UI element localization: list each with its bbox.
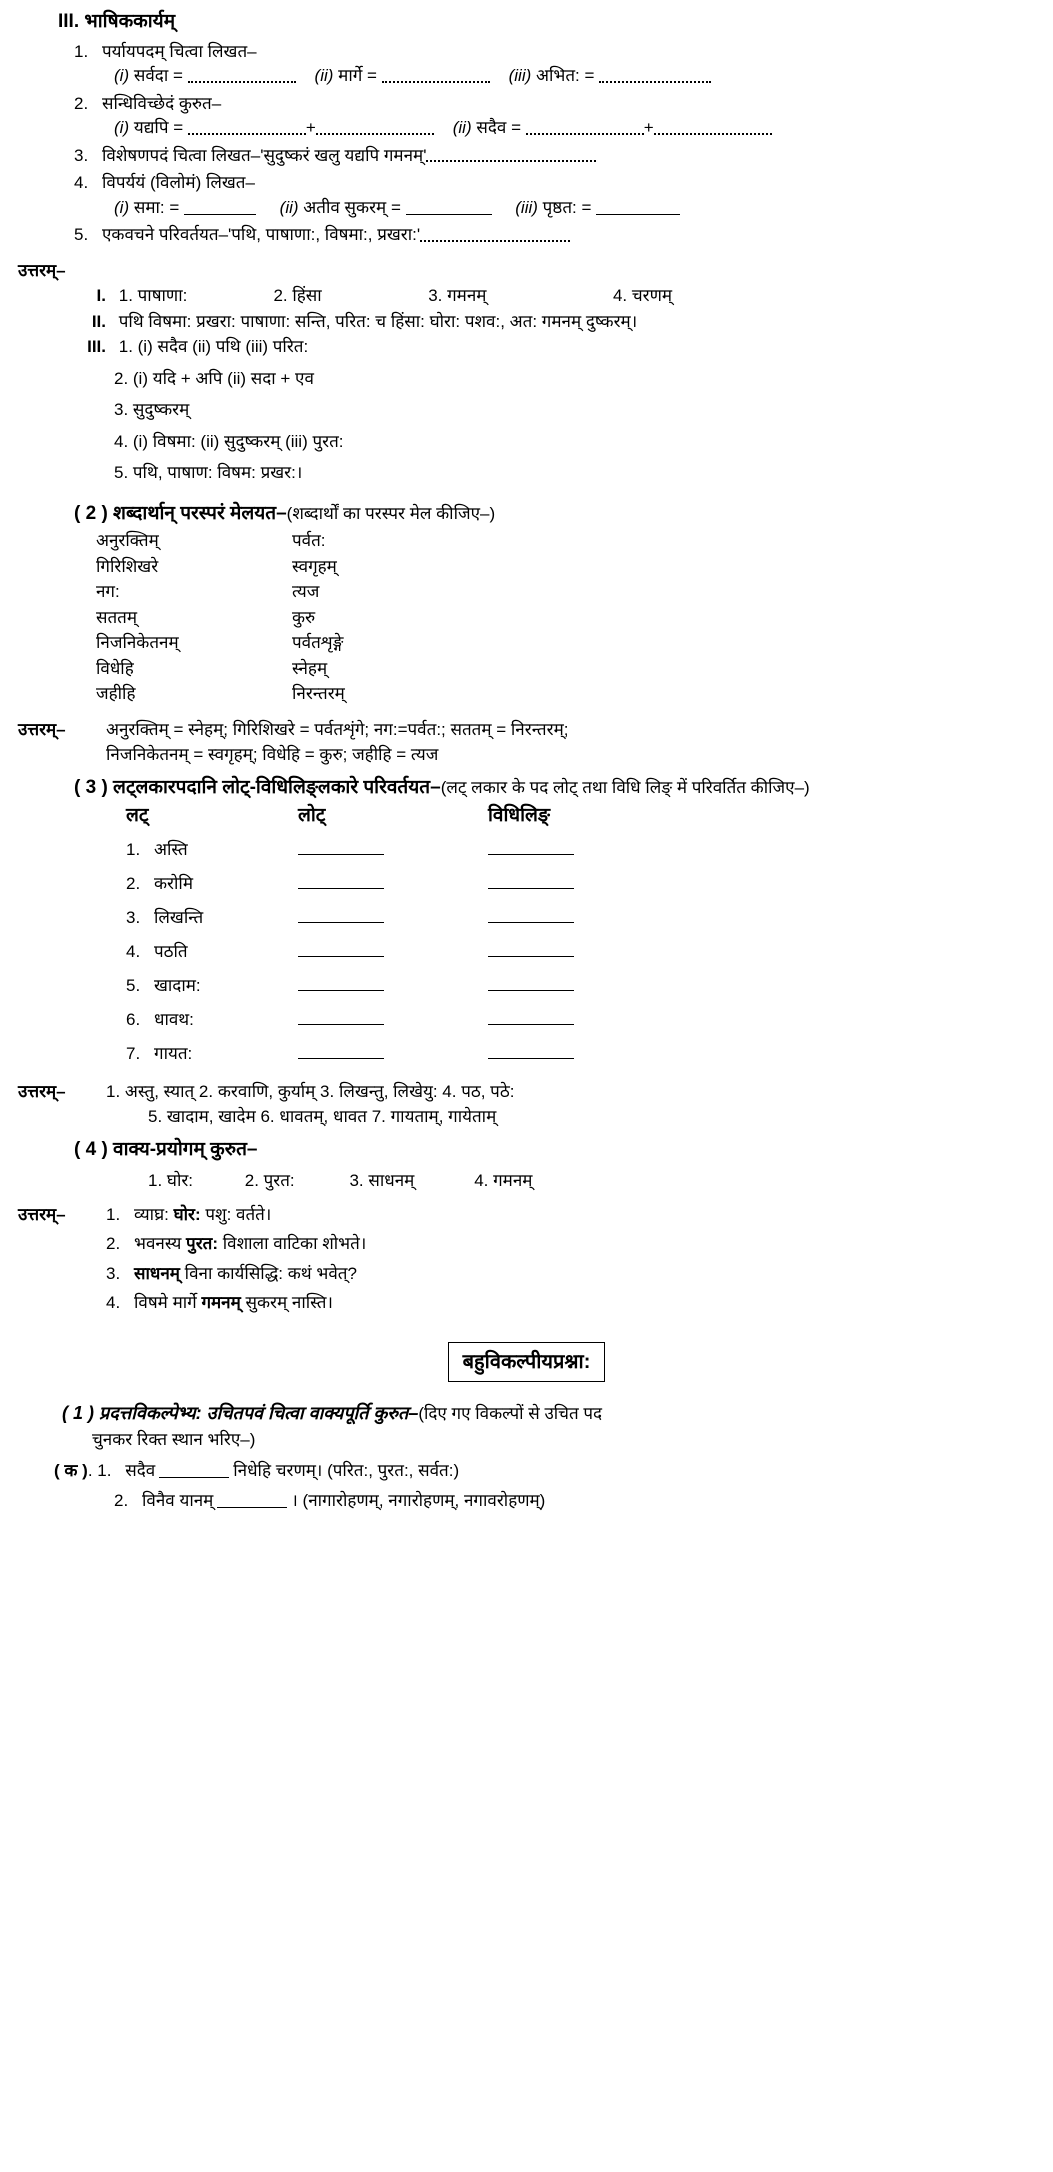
answer-block xyxy=(18,1202,1035,1228)
mcq-q1-hindi-2: चुनकर रिक्त स्थान भरिए–) xyxy=(92,1429,256,1449)
question-item xyxy=(74,170,1035,196)
match-row xyxy=(96,554,1035,580)
part-word: अतीव सुकरम् xyxy=(303,197,387,217)
mcq-section-title xyxy=(18,1342,1035,1382)
row-number: 7. xyxy=(126,1043,141,1063)
table-cell-word xyxy=(126,867,298,901)
q4-word: 3. साधनम् xyxy=(349,1171,415,1191)
mcq-item-post: । xyxy=(291,1490,298,1510)
part-word: पृष्ठत: xyxy=(542,197,577,217)
equals-sign: = xyxy=(173,118,184,138)
item-number: 2. xyxy=(74,93,89,113)
blank-field[interactable] xyxy=(217,1495,287,1508)
row-word: अस्ति xyxy=(154,839,188,859)
equals-sign: = xyxy=(584,66,595,85)
equals-sign: = xyxy=(367,66,377,85)
question-blanks-row xyxy=(114,116,1035,141)
table-cell-word xyxy=(126,1003,298,1037)
match-right: स्वगृहम् xyxy=(292,556,337,576)
q3-title-hindi: (लट् लकार के पद लोट् तथा विधि लिङ् में परिवर्तित कीजिए–) xyxy=(440,777,810,797)
answer-text: सुकरम् नास्ति। xyxy=(240,1293,333,1313)
blank-field[interactable] xyxy=(488,944,574,957)
answer-label: उत्तरम्– xyxy=(18,1081,66,1101)
q2-title-hindi: (शब्दार्थों का परस्पर मेल कीजिए–) xyxy=(286,503,496,523)
answer-text: विना कार्यसिद्धि: कथं भवेत्? xyxy=(179,1263,357,1283)
blank-field[interactable] xyxy=(298,842,384,855)
row-word: गायत: xyxy=(154,1043,193,1063)
q2-title: ( 2 ) शब्दार्थान् परस्परं मेलयत– xyxy=(74,502,287,524)
mcq-part-label: ( क ) xyxy=(54,1461,88,1481)
answer-text: पशु: वर्तते। xyxy=(200,1204,272,1224)
question-2-title xyxy=(74,500,1035,529)
answer-text: 1. अस्तु, स्यात् 2. करवाणि, कुर्याम् 3. लिखन्तु, लिखेयु: 4. पठ, पठे: xyxy=(106,1081,515,1101)
mcq-q1-hindi-line2 xyxy=(92,1427,1035,1453)
part-word: सर्वदा xyxy=(133,66,169,85)
answer-row xyxy=(64,283,1035,309)
plus-sign: + xyxy=(305,118,316,138)
question-item xyxy=(74,39,1035,65)
row-word: पठति xyxy=(154,941,188,961)
match-row xyxy=(96,681,1035,707)
answer-roman-i: I. xyxy=(96,286,106,306)
match-left: गिरिशिखरे xyxy=(96,556,159,576)
item-text: एकवचने परिवर्तयत–'पथि, पाषाणा:, विषमा:, प्रखरा:' xyxy=(102,225,421,245)
column-header-lat: लट् xyxy=(126,805,149,827)
column-header-lot: लोट् xyxy=(298,805,326,827)
mcq-item-number: 1. xyxy=(97,1461,112,1481)
blank-field[interactable] xyxy=(599,71,711,83)
answer-row xyxy=(148,1104,1035,1130)
blank-field[interactable] xyxy=(426,150,596,162)
answer-text: 5. पथि, पाषाण: विषम: प्रखर:। xyxy=(114,463,303,483)
answer-block xyxy=(18,1079,1035,1105)
table-row xyxy=(126,969,1035,1003)
answer-text: विशाला वाटिका शोभते। xyxy=(218,1234,367,1254)
blank-field[interactable] xyxy=(159,1465,229,1478)
section-heading-iii: III. भाषिककार्यम् xyxy=(58,11,176,32)
answer-block xyxy=(18,258,1035,284)
row-word: करोमि xyxy=(154,873,193,893)
blank-field[interactable] xyxy=(488,876,574,889)
item-number: 1. xyxy=(74,41,89,61)
blank-field[interactable] xyxy=(298,978,384,991)
answer-text: पथि विषमा: प्रखरा: पाषाणा: सन्ति, परित: च हिंसा: घोरा: पशव:, अत: गमनम् दुष्करम्। xyxy=(118,311,638,331)
match-row xyxy=(96,630,1035,656)
match-left: विधेहि xyxy=(96,658,134,678)
blank-field[interactable] xyxy=(188,71,296,83)
answer-keyword: साधनम् xyxy=(134,1263,180,1283)
part-label: (iii) xyxy=(515,197,538,217)
table-cell-word xyxy=(126,833,298,867)
question-3-title xyxy=(74,774,1035,803)
part-label: (ii) xyxy=(279,197,299,217)
blank-field[interactable] xyxy=(526,123,644,135)
answer-number: 1. xyxy=(106,1204,121,1224)
answer-roman-iii: III. xyxy=(87,337,106,357)
answer-text: 1. पाषाणा: xyxy=(118,286,188,306)
table-header xyxy=(126,802,1035,831)
column-header-vidhiling: विधिलिङ् xyxy=(488,805,550,827)
table-cell-word xyxy=(126,969,298,1003)
answer-block xyxy=(18,717,1035,743)
part-label: (ii) xyxy=(452,118,472,138)
match-right: पर्वत: xyxy=(292,531,326,551)
answer-keyword: गमनम् xyxy=(201,1293,241,1313)
row-number: 2. xyxy=(126,873,141,893)
item-text: सन्धिविच्छेदं कुरुत– xyxy=(102,93,222,113)
mcq-item-pre: सदैव xyxy=(125,1461,156,1481)
row-number: 1. xyxy=(126,839,141,859)
match-left: सततम् xyxy=(96,607,138,627)
mcq-title-box: बहुविकल्पीयप्रश्ना: xyxy=(448,1342,606,1382)
item-text: पर्यायपदम् चित्वा लिखत– xyxy=(102,41,257,61)
q4-word: 4. गमनम् xyxy=(474,1171,533,1191)
plus-sign: + xyxy=(643,118,654,138)
match-right: त्यज xyxy=(292,582,320,602)
answer-text: निजनिकेतनम् = स्वगृहम्; विधेहि = कुरु; जहीहि = त्यज xyxy=(106,745,439,765)
equals-sign: = xyxy=(172,66,183,85)
answer-row xyxy=(106,1290,1035,1316)
part-label: (i) xyxy=(114,197,130,217)
answer-text: 4. (i) विषमा: (ii) सुदुष्करम् (iii) पुरत: xyxy=(114,431,344,451)
part-word: सदैव xyxy=(476,118,507,138)
mcq-part-row: ( क ). 1. सदैव निधेहि चरणम्। (परित:, पुरत:, सर्वत:) xyxy=(54,1458,1035,1484)
row-word: धावथ: xyxy=(154,1009,194,1029)
table-cell-word xyxy=(126,901,298,935)
row-number: 6. xyxy=(126,1009,141,1029)
table-cell-word xyxy=(126,935,298,969)
answer-number: 4. xyxy=(106,1293,121,1313)
blank-field[interactable] xyxy=(298,1046,384,1059)
answer-row xyxy=(114,429,1035,455)
part-label: (i) xyxy=(114,66,130,85)
mcq-item-pre: विनैव यानम् xyxy=(142,1490,214,1510)
blank-field[interactable] xyxy=(654,123,772,135)
part-label: (i) xyxy=(114,118,130,138)
answer-number: 3. xyxy=(106,1263,121,1283)
table-row xyxy=(126,1003,1035,1037)
table-cell-word xyxy=(126,1037,298,1071)
answer-row xyxy=(114,366,1035,392)
question-item xyxy=(74,222,1035,248)
match-row xyxy=(96,579,1035,605)
answer-text: 3. गमनम् xyxy=(428,286,487,306)
answer-text: अनुरक्तिम् = स्नेहम्; गिरिशिखरे = पर्वतशृंगे; नग:=पर्वत:; सततम् = निरन्तरम्; xyxy=(106,719,569,739)
match-row xyxy=(96,605,1035,631)
blank-field[interactable] xyxy=(488,910,574,923)
match-right: निरन्तरम् xyxy=(292,684,345,704)
mcq-part-row xyxy=(114,1488,1035,1514)
mcq-item-options: (परित:, पुरत:, सर्वत:) xyxy=(327,1461,460,1481)
match-right: कुरु xyxy=(292,607,316,627)
blank-field[interactable] xyxy=(316,123,434,135)
part-word: समा: xyxy=(133,197,165,217)
item-number: 5. xyxy=(74,225,89,245)
mcq-item-options: (नागारोहणम्, नगारोहणम्, नगावरोहणम्) xyxy=(302,1490,546,1510)
item-number: 3. xyxy=(74,145,89,165)
answer-keyword: घोर: xyxy=(173,1204,201,1224)
part-word: यद्यपि xyxy=(133,118,169,138)
blank-field[interactable] xyxy=(596,202,680,215)
match-row xyxy=(96,656,1035,682)
mcq-question-1 xyxy=(62,1400,1035,1427)
match-left: अनुरक्तिम् xyxy=(96,531,159,551)
answer-row xyxy=(114,397,1035,423)
blank-field[interactable] xyxy=(488,1012,574,1025)
part-label: (iii) xyxy=(508,66,532,85)
blank-field[interactable] xyxy=(488,842,574,855)
blank-field[interactable] xyxy=(298,910,384,923)
answer-label: उत्तरम्– xyxy=(18,719,66,739)
table-row xyxy=(126,833,1035,867)
item-number: 4. xyxy=(74,173,89,193)
row-number: 4. xyxy=(126,941,141,961)
blank-field[interactable] xyxy=(184,202,256,215)
table-row xyxy=(126,901,1035,935)
answer-text: भवनस्य xyxy=(134,1234,187,1254)
question-4-title xyxy=(74,1136,1035,1165)
row-word: लिखन्ति xyxy=(154,907,204,927)
part-label: (ii) xyxy=(314,66,334,85)
equals-sign: = xyxy=(169,197,180,217)
answer-text: 3. सुदुष्करम् xyxy=(114,400,190,420)
match-right: पर्वतशृङ्गे xyxy=(292,633,344,653)
match-row xyxy=(96,528,1035,554)
item-text: विशेषणपदं चित्वा लिखत–'सुदुष्करं खलु यद्यपि गमनम्' xyxy=(102,145,427,165)
question-item xyxy=(74,143,1035,169)
answer-text: व्याघ्र: xyxy=(134,1204,174,1224)
answer-text: विषमे मार्गे xyxy=(134,1293,202,1313)
table-row xyxy=(126,1037,1035,1071)
item-text: विपर्ययं (विलोमं) लिखत– xyxy=(102,173,255,193)
mcq-item-post: निधेहि चरणम्। xyxy=(233,1461,323,1481)
answer-number: 2. xyxy=(106,1234,121,1254)
q3-title: ( 3 ) लट्लकारपदानि लोट्-विधिलिङ्लकारे परिवर्तयत– xyxy=(74,776,441,798)
equals-sign: = xyxy=(581,197,592,217)
row-number: 3. xyxy=(126,907,141,927)
q4-word: 2. पुरत: xyxy=(244,1171,295,1191)
blank-field[interactable] xyxy=(298,876,384,889)
answer-text: 1. (i) सदैव (ii) पथि (iii) परित: xyxy=(118,337,309,357)
conjugation-table xyxy=(96,802,1035,1071)
blank-field[interactable] xyxy=(488,1046,574,1059)
row-number: 5. xyxy=(126,975,141,995)
blank-field[interactable] xyxy=(298,1012,384,1025)
q4-words-row xyxy=(148,1168,1035,1194)
blank-field[interactable] xyxy=(406,202,492,215)
answer-text: 2. (i) यदि + अपि (ii) सदा + एव xyxy=(114,368,314,388)
match-left: नग: xyxy=(96,582,120,602)
blank-field[interactable] xyxy=(382,71,490,83)
equals-sign: = xyxy=(390,197,401,217)
answer-row xyxy=(106,1261,1035,1287)
answer-label: उत्तरम्– xyxy=(18,260,66,280)
answer-roman-ii: II. xyxy=(91,311,106,331)
match-right: स्नेहम् xyxy=(292,658,328,678)
answer-text: 5. खादाम, खादेम 6. धावतम्, धावत 7. गायताम्, गायेताम् xyxy=(148,1107,497,1127)
answer-keyword: पुरत: xyxy=(186,1234,219,1254)
mcq-q1-hindi-1: (दिए गए विकल्पों से उचित पद xyxy=(418,1403,603,1423)
blank-field[interactable] xyxy=(488,978,574,991)
question-blanks-row xyxy=(114,64,1035,89)
part-word: मार्गे xyxy=(338,66,363,85)
question-item xyxy=(74,91,1035,117)
equals-sign: = xyxy=(511,118,522,138)
answer-row xyxy=(114,460,1035,486)
q4-title: ( 4 ) वाक्य-प्रयोगम् कुरुत– xyxy=(74,1138,258,1160)
question-blanks-row xyxy=(114,196,1035,221)
answer-label: उत्तरम्– xyxy=(18,1204,66,1224)
match-left: निजनिकेतनम् xyxy=(96,633,179,653)
answer-row xyxy=(106,742,1035,768)
answer-row xyxy=(106,1231,1035,1257)
mcq-q1-title: ( 1 ) प्रदत्तविकल्पेभ्य: उचितपवं चित्वा वाक्यपूर्ति कुरुत– xyxy=(62,1402,419,1423)
answer-row xyxy=(64,334,1035,360)
mcq-item-number: 2. xyxy=(114,1490,129,1510)
blank-field[interactable] xyxy=(298,944,384,957)
match-left: जहीहि xyxy=(96,684,136,704)
blank-field[interactable] xyxy=(188,123,306,135)
answer-text: 4. चरणम् xyxy=(612,286,673,306)
blank-field[interactable] xyxy=(420,230,570,242)
q4-word: 1. घोर: xyxy=(148,1171,194,1191)
answer-text: 2. हिंसा xyxy=(273,286,322,306)
table-row xyxy=(126,935,1035,969)
table-row xyxy=(126,867,1035,901)
row-word: खादाम: xyxy=(154,975,201,995)
answer-row xyxy=(64,309,1035,335)
part-word: अभित: xyxy=(536,66,580,85)
